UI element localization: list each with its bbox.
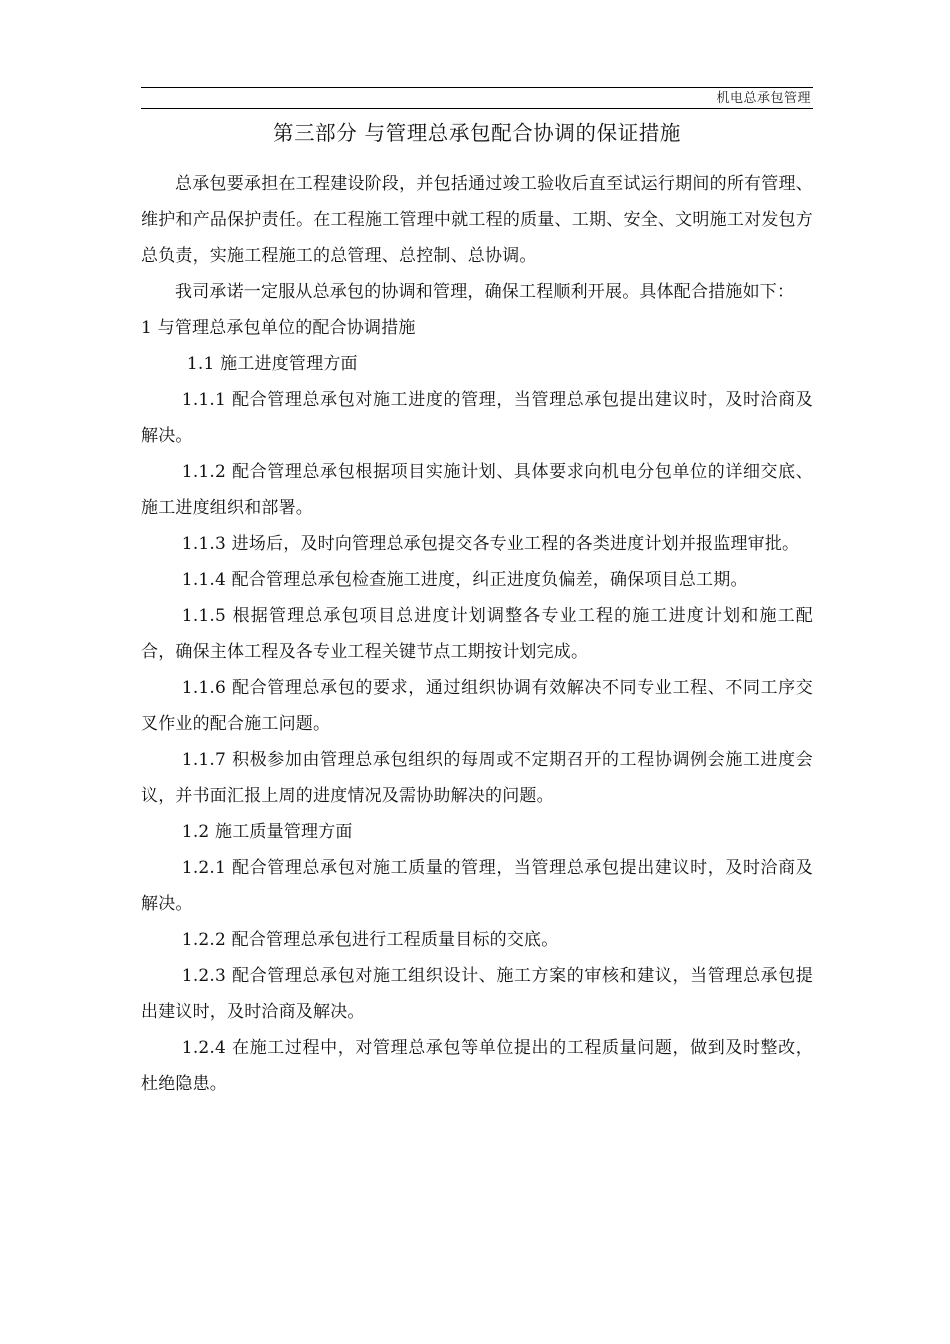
clause: 1.2.1 配合管理总承包对施工质量的管理，当管理总承包提出建议时，及时洽商及解决。	[141, 858, 813, 914]
clause: 1.1.2 配合管理总承包根据项目实施计划、具体要求向机电分包单位的详细交底、施工进度组织和部署。	[141, 462, 813, 518]
paragraph: 我司承诺一定服从总承包的协调和管理，确保工程顺利开展。具体配合措施如下：	[175, 282, 795, 302]
subsection-heading: 1.2 施工质量管理方面	[181, 822, 353, 842]
clause: 1.1.5 根据管理总承包项目总进度计划调整各专业工程的施工进度计划和施工配合，确保主体工程及各专业工程关键节点工期按计划完成。	[141, 606, 813, 662]
clause: 1.1.7 积极参加由管理总承包组织的每周或不定期召开的工程协调例会施工进度会议，并书面汇报上周的进度情况及需协助解决的问题。	[141, 750, 813, 806]
clause: 1.1.3 进场后，及时向管理总承包提交各专业工程的各类进度计划并报监理审批。	[181, 534, 800, 554]
clause: 1.1.6 配合管理总承包的要求，通过组织协调有效解决不同专业工程、不同工序交叉作业的配合施工问题。	[141, 678, 813, 734]
running-header: 机电总承包管理	[716, 91, 811, 106]
clause: 1.2.4 在施工过程中，对管理总承包等单位提出的工程质量问题，做到及时整改，杜绝隐患。	[141, 1038, 813, 1094]
header-rule-bottom	[141, 108, 813, 109]
document-body	[141, 166, 813, 1102]
header-rule-top	[141, 87, 813, 88]
section-heading: 1 与管理总承包单位的配合协调措施	[141, 318, 416, 338]
paragraph: 总承包要承担在工程建设阶段，并包括通过竣工验收后直至试运行期间的所有管理、维护和产品保护责任。在工程施工管理中就工程的质量、工期、安全、文明施工对发包方总负责，实施工程施工的总管理、总控制、总协调。	[141, 174, 813, 266]
clause: 1.2.2 配合管理总承包进行工程质量目标的交底。	[181, 930, 559, 950]
subsection-heading: 1.1 施工进度管理方面	[186, 354, 358, 374]
clause: 1.1.4 配合管理总承包检查施工进度，纠正进度负偏差，确保项目总工期。	[181, 570, 748, 590]
clause: 1.1.1 配合管理总承包对施工进度的管理，当管理总承包提出建议时，及时洽商及解决。	[141, 390, 813, 446]
section-title: 第三部分 与管理总承包配合协调的保证措施	[272, 121, 681, 145]
clause: 1.2.3 配合管理总承包对施工组织设计、施工方案的审核和建议，当管理总承包提出建议时，及时洽商及解决。	[141, 966, 813, 1022]
